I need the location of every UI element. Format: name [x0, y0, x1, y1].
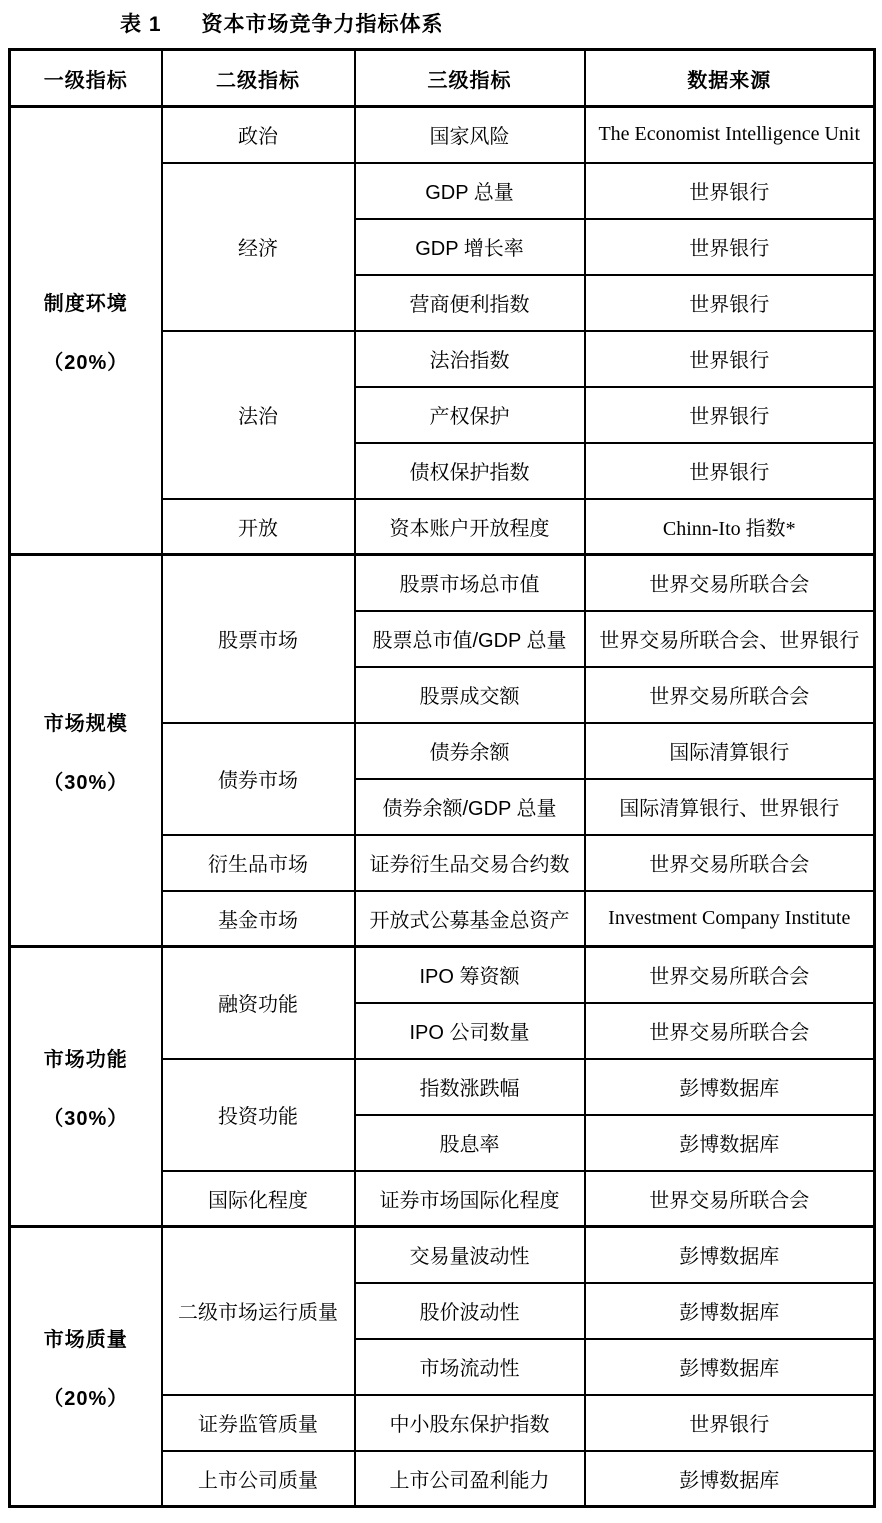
header-level1: 一级指标	[10, 50, 162, 107]
indicator-table	[8, 48, 876, 1508]
source-cell: Investment Company Institute	[585, 891, 875, 947]
table-row	[10, 1227, 875, 1283]
level2-cell: 股票市场	[162, 555, 355, 723]
level2-cell: 融资功能	[162, 947, 355, 1059]
level3-cell: GDP 增长率	[355, 219, 585, 275]
level3-cell: 法治指数	[355, 331, 585, 387]
level2-cell: 经济	[162, 163, 355, 331]
source-cell: 彭博数据库	[585, 1227, 875, 1283]
level1-weight: （20%）	[43, 351, 129, 374]
level3-cell: 上市公司盈利能力	[355, 1451, 585, 1507]
source-cell: 世界交易所联合会、世界银行	[585, 611, 875, 667]
source-cell: 世界银行	[585, 163, 875, 219]
level2-cell: 投资功能	[162, 1059, 355, 1171]
level2-cell: 证券监管质量	[162, 1395, 355, 1451]
level3-cell: 中小股东保护指数	[355, 1395, 585, 1451]
level1-name: 市场规模	[43, 712, 128, 735]
source-cell: 彭博数据库	[585, 1115, 875, 1171]
source-cell: 世界银行	[585, 275, 875, 331]
level1-name: 制度环境	[43, 292, 128, 315]
level1-cell	[10, 555, 162, 947]
level1-cell	[10, 1227, 162, 1507]
level3-cell: 证券衍生品交易合约数	[355, 835, 585, 891]
level3-cell: 国家风险	[355, 107, 585, 163]
source-cell: 世界银行	[585, 219, 875, 275]
source-cell: 世界交易所联合会	[585, 947, 875, 1003]
level3-cell: 股价波动性	[355, 1283, 585, 1339]
source-cell: 世界银行	[585, 1395, 875, 1451]
level3-cell: 产权保护	[355, 387, 585, 443]
source-cell: 世界交易所联合会	[585, 835, 875, 891]
level3-cell: 股息率	[355, 1115, 585, 1171]
source-cell: 世界银行	[585, 387, 875, 443]
level2-cell: 开放	[162, 499, 355, 555]
level1-weight: （30%）	[43, 1107, 129, 1130]
level3-cell: IPO 公司数量	[355, 1003, 585, 1059]
table-number: 表 1	[120, 13, 162, 36]
level2-cell: 法治	[162, 331, 355, 499]
level3-cell: 指数涨跌幅	[355, 1059, 585, 1115]
source-cell: 国际清算银行	[585, 723, 875, 779]
level3-cell: 资本账户开放程度	[355, 499, 585, 555]
level3-cell: 市场流动性	[355, 1339, 585, 1395]
level2-cell: 基金市场	[162, 891, 355, 947]
level1-weight: （20%）	[43, 1387, 129, 1410]
level3-cell: 债券余额	[355, 723, 585, 779]
level3-cell: 股票市场总市值	[355, 555, 585, 611]
level3-cell: 股票成交额	[355, 667, 585, 723]
level3-cell: 营商便利指数	[355, 275, 585, 331]
level2-cell: 衍生品市场	[162, 835, 355, 891]
header-level3: 三级指标	[355, 50, 585, 107]
level1-weight: （30%）	[43, 771, 129, 794]
source-cell: The Economist Intelligence Unit	[585, 107, 875, 163]
source-cell: 世界交易所联合会	[585, 1171, 875, 1227]
source-cell: 彭博数据库	[585, 1451, 875, 1507]
source-cell: 彭博数据库	[585, 1059, 875, 1115]
source-cell: 世界交易所联合会	[585, 667, 875, 723]
header-row	[10, 50, 875, 107]
level3-cell: GDP 总量	[355, 163, 585, 219]
header-level2: 二级指标	[162, 50, 355, 107]
table-row	[10, 107, 875, 163]
level2-cell: 国际化程度	[162, 1171, 355, 1227]
level1-cell	[10, 107, 162, 555]
table-row	[10, 947, 875, 1003]
table-row	[10, 555, 875, 611]
level3-cell: 债券余额/GDP 总量	[355, 779, 585, 835]
table-caption	[120, 12, 882, 38]
table-body	[10, 107, 875, 1507]
level2-cell: 政治	[162, 107, 355, 163]
level3-cell: 证券市场国际化程度	[355, 1171, 585, 1227]
source-cell: 世界交易所联合会	[585, 555, 875, 611]
level3-cell: IPO 筹资额	[355, 947, 585, 1003]
header-source: 数据来源	[585, 50, 875, 107]
source-cell: 世界交易所联合会	[585, 1003, 875, 1059]
table-header	[10, 50, 875, 107]
source-cell: 世界银行	[585, 443, 875, 499]
level2-cell: 上市公司质量	[162, 1451, 355, 1507]
level3-cell: 交易量波动性	[355, 1227, 585, 1283]
source-cell: Chinn-Ito 指数*	[585, 499, 875, 555]
source-cell: 世界银行	[585, 331, 875, 387]
level1-name: 市场质量	[43, 1328, 128, 1351]
level3-cell: 债权保护指数	[355, 443, 585, 499]
level2-cell: 二级市场运行质量	[162, 1227, 355, 1395]
source-cell: 国际清算银行、世界银行	[585, 779, 875, 835]
source-cell: 彭博数据库	[585, 1339, 875, 1395]
level2-cell: 债券市场	[162, 723, 355, 835]
level3-cell: 开放式公募基金总资产	[355, 891, 585, 947]
level3-cell: 股票总市值/GDP 总量	[355, 611, 585, 667]
source-cell: 彭博数据库	[585, 1283, 875, 1339]
level1-name: 市场功能	[43, 1048, 128, 1071]
level1-cell	[10, 947, 162, 1227]
table-title-text: 资本市场竞争力指标体系	[201, 13, 444, 36]
